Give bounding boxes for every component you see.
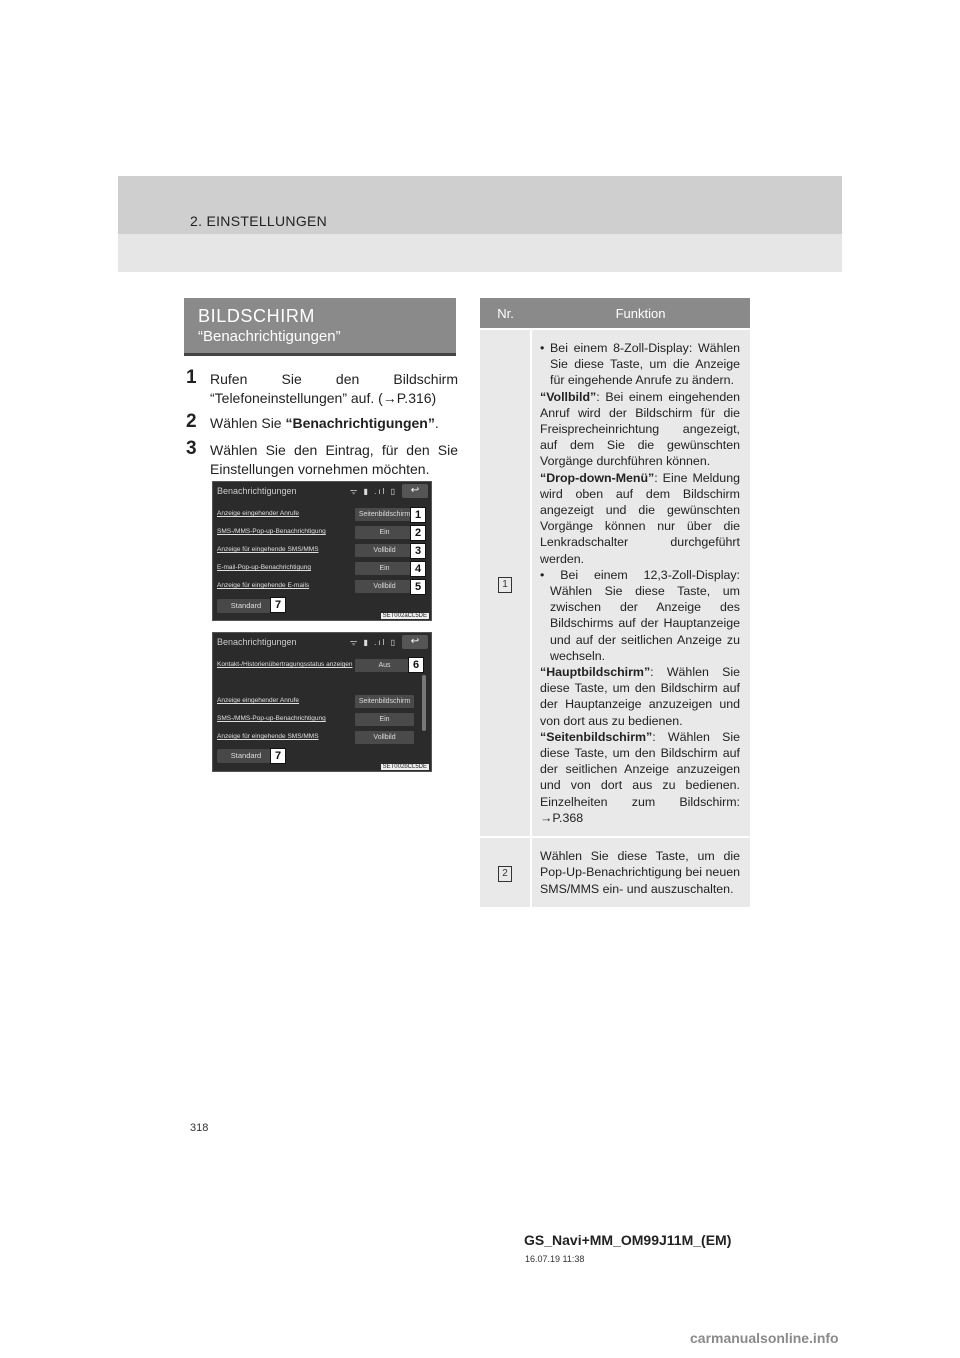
function-cell: [531, 837, 750, 907]
row-number-cell: [480, 837, 531, 907]
setting-row[interactable]: Anzeige eingehender Anrufe Seitenbildschirm: [217, 695, 422, 709]
bullet-text: • Bei einem 8-Zoll-Display: Wählen Sie diese Taste, um die Anzeige für eingehende Anrufe zu ändern.: [540, 341, 740, 388]
setting-value[interactable]: Aus: [355, 659, 414, 672]
option-description: “Drop-down-Menü”: Eine Meldung wird oben auf dem Bildschirm angezeigt und die gewünschten Vorgänge können nur über die Lenkradschalter durchgeführt werden.: [540, 470, 740, 566]
callout-badge: 1: [410, 507, 426, 523]
setting-value[interactable]: Ein: [355, 562, 414, 575]
step-number: 3: [186, 438, 197, 459]
step-number: 1: [186, 367, 197, 388]
table-row: [480, 837, 750, 907]
step-text: Wählen Sie “Benachrichtigungen”.: [210, 415, 439, 431]
callout-badge: 3: [410, 543, 426, 559]
row-number-cell: [480, 329, 531, 837]
setting-value[interactable]: Ein: [355, 526, 414, 539]
setting-row[interactable]: Anzeige für eingehende SMS/MMS Vollbild: [217, 544, 422, 558]
section-heading-title: BILDSCHIRM: [198, 306, 316, 326]
setting-row[interactable]: Anzeige für eingehende SMS/MMS Vollbild: [217, 731, 422, 745]
standard-button[interactable]: Standard: [217, 749, 275, 763]
figure-caption: SET002bCL5DE: [382, 764, 427, 770]
callout-badge: 5: [410, 579, 426, 595]
screen-titlebar: [213, 633, 431, 653]
function-table: [480, 298, 750, 907]
callout-badge: 4: [410, 561, 426, 577]
setting-row[interactable]: E-mail-Pop-up-Benachrichtigung Ein: [217, 562, 422, 576]
setting-row[interactable]: SMS-/MMS-Pop-up-Benachrichtigung Ein: [217, 526, 422, 540]
status-icons: ᯤ ▮ .ıl ▯: [350, 638, 397, 647]
callout-badge: 7: [270, 748, 286, 764]
step-text: Wählen Sie den Eintrag, für den Sie Einstellungen vornehmen möchten.: [210, 442, 458, 477]
step-1: [186, 367, 458, 408]
column-header-funktion: Funktion: [531, 298, 750, 329]
row-number: 2: [498, 866, 512, 882]
screen-title: Benachrichtigungen: [217, 637, 297, 647]
option-description: “Vollbild”: Bei einem eingehenden Anruf wird der Bildschirm für die Freisprecheinrichtung angezeigt, auf dem Sie die gewünschten Vorgänge durchführen können.: [540, 389, 740, 469]
back-button[interactable]: ↩: [402, 484, 428, 498]
row-number: 1: [498, 577, 512, 593]
option-description: “Hauptbildschirm”: Wählen Sie diese Taste, um den Bildschirm auf der Hauptanzeige anzuzeigen und von dort aus zu bedienen.: [540, 665, 740, 728]
function-text: Wählen Sie diese Taste, um die Pop-Up-Benachrichtigung bei neuen SMS/MMS ein- und auszuschalten.: [540, 849, 740, 896]
setting-value[interactable]: Vollbild: [355, 731, 414, 744]
figure-caption: SET002aCL5DE: [382, 613, 427, 619]
status-icons: ᯤ ▮ .ıl ▯: [350, 487, 397, 496]
section-heading-subtitle: “Benachrichtigungen”: [198, 328, 341, 345]
column-header-nr: Nr.: [480, 298, 531, 329]
setting-value[interactable]: Vollbild: [355, 580, 414, 593]
document-timestamp: 16.07.19 11:38: [525, 1254, 585, 1264]
setting-value[interactable]: Ein: [355, 713, 414, 726]
setting-value[interactable]: Vollbild: [355, 544, 414, 557]
setting-value[interactable]: Seitenbildschirm: [355, 508, 414, 521]
callout-badge: 7: [270, 597, 286, 613]
standard-button[interactable]: Standard: [217, 599, 275, 613]
document-code: GS_Navi+MM_OM99J11M_(EM): [524, 1232, 732, 1248]
setting-value[interactable]: Seitenbildschirm: [355, 695, 414, 708]
step-3: [186, 438, 458, 479]
setting-row[interactable]: Anzeige für eingehende E-mails Vollbild: [217, 580, 422, 594]
option-description: “Seitenbildschirm”: Wählen Sie diese Taste, um den Bildschirm auf der seitlichen Anzeige anzuzeigen und von dort aus zu bedienen. Einzelheiten zum Bildschirm: →P.368: [540, 729, 740, 825]
setting-row[interactable]: Anzeige eingehender Anrufe Seitenbildschirm: [217, 508, 422, 522]
function-cell: [531, 329, 750, 837]
section-title: 2. EINSTELLUNGEN: [190, 213, 328, 229]
watermark: carmanualsonline.info: [690, 1330, 839, 1346]
setting-row[interactable]: Kontakt-/Historienübertragungsstatus anzeigen Aus: [217, 659, 422, 673]
section-heading-box: [184, 298, 456, 356]
screenshot-notifications-2: [212, 632, 432, 772]
callout-badge: 6: [408, 657, 424, 673]
callout-badge: 2: [410, 525, 426, 541]
step-number: 2: [186, 411, 197, 432]
screen-titlebar: [213, 482, 431, 502]
setting-row[interactable]: SMS-/MMS-Pop-up-Benachrichtigung Ein: [217, 713, 422, 727]
page-number: 318: [190, 1122, 209, 1134]
step-2: [186, 411, 458, 433]
scrollbar[interactable]: [422, 675, 426, 731]
screen-title: Benachrichtigungen: [217, 486, 297, 496]
bullet-text: • Bei einem 12,3-Zoll-Display: Wählen Sie diese Taste, um zwischen der Anzeige des Bildschirms auf der Hauptanzeige und auf der seitlichen Anzeige zu wechseln.: [540, 567, 740, 663]
screenshot-notifications-1: [212, 481, 432, 621]
table-row: [480, 329, 750, 837]
step-text: Rufen Sie den Bildschirm “Telefoneinstellungen” auf. (→P.316): [210, 371, 458, 406]
back-button[interactable]: ↩: [402, 635, 428, 649]
